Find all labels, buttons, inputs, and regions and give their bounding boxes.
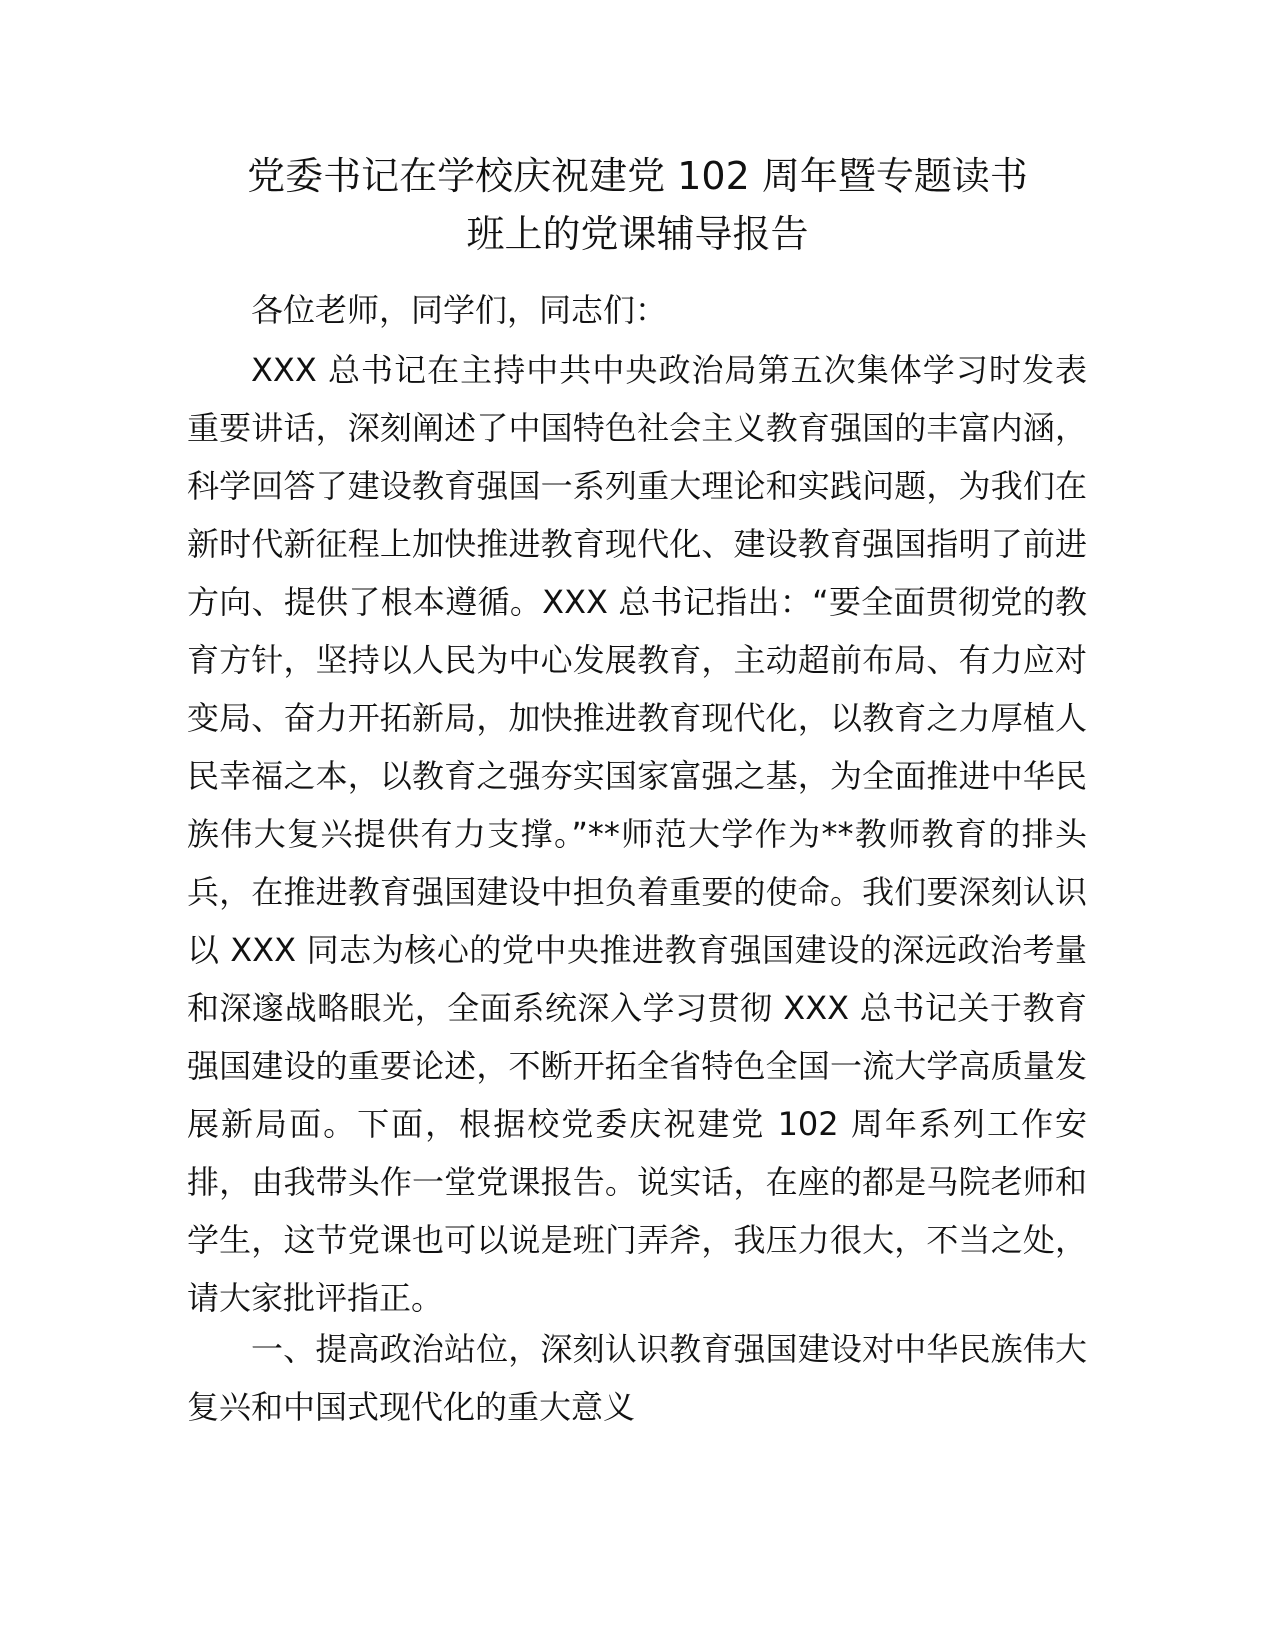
salutation: 各位老师，同学们，同志们： [251,291,668,329]
section-heading-1: 一、提高政治站位，深刻认识教育强国建设对中华民族伟大复兴和中国式现代化的重大意义 [187,1330,1087,1426]
document-title-line-1: 党委书记在学校庆祝建党 102 周年暨专题读书 [247,154,1028,198]
document-title-line-2: 班上的党课辅导报告 [466,212,809,256]
body-paragraph-1: XXX 总书记在主持中共中央政治局第五次集体学习时发表重要讲话，深刻阐述了中国特色社会主义教育强国的丰富内涵，科学回答了建设教育强国一系列重大理论和实践问题，为我们在新时代新征程上加快推进教育现代化、建设教育强国指明了前进方向、提供了根本遵循。XXX 总书记指出：“要全面贯彻党的教育方针，坚持以人民为中心发展教育，主动超前布局、有力应对变局、奋力开拓新局，加快推进教育现代化，以教育之力厚植人民幸福之本，以教育之强夯实国家富强之基，为全面推进中华民族伟大复兴提供有力支撑。”**师范大学作为**教师教育的排头兵，在推进教育强国建设中担负着重要的使命。我们要深刻认识以 XXX 同志为核心的党中央推进教育强国建设的深远政治考量和深邃战略眼光，全面系统深入学习贯彻 XXX 总书记关于教育强国建设的重要论述，不断开拓全省特色全国一流大学高质量发展新局面。下面，根据校党委庆祝建党 102 周年系列工作安排，由我带头作一堂党课报告。说实话，在座的都是马院老师和学生，这节党课也可以说是班门弄斧，我压力很大，不当之处，请大家批评指正。 [187,351,1087,1317]
